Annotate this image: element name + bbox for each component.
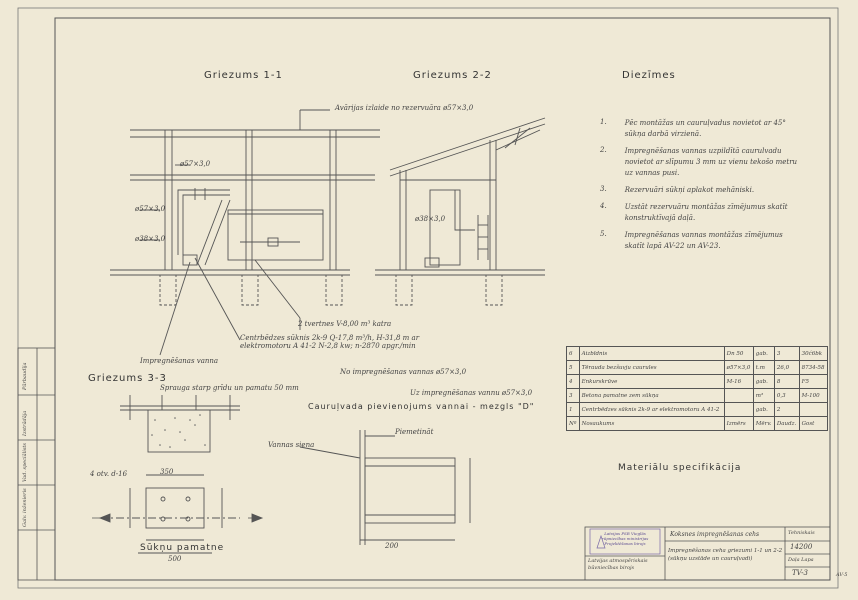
- client-name: Latvijas atmospēriskais būvniecības birojs: [588, 558, 648, 571]
- section-2-2-drawing: [375, 118, 545, 305]
- label-welded: Piemetināt: [395, 428, 434, 436]
- label-to-bath: Uz impregnēšanas vannu ø57×3,0: [410, 389, 533, 397]
- spec-cell-unit: gab.: [753, 347, 774, 361]
- spec-row: [567, 389, 828, 403]
- note-text: Impregnēšanas vannas montāžas zīmējumus skatīt lapā AV-22 un AV-23.: [624, 231, 783, 250]
- note-text: Impregnēšanas vannas uzpildītā caurulvadu novietot ar slīpumu 3 mm uz vienu tekošo metru uz vannas pusi.: [624, 147, 798, 177]
- spec-cell-no: 5: [567, 361, 580, 375]
- legend-title: Diezīmes: [622, 70, 676, 81]
- corner-mark: AV-5: [836, 572, 848, 578]
- spec-cell-unit: m³: [753, 389, 774, 403]
- spec-table: [566, 346, 828, 431]
- spec-cell-mark: ø57×3,0: [724, 361, 753, 375]
- section-2-2-title: Griezums 2-2: [413, 70, 492, 81]
- spec-table-body: [567, 347, 828, 431]
- spec-cell-name: Nosaukums: [579, 417, 724, 431]
- spec-cell-unit: gab.: [753, 403, 774, 417]
- note-item: [600, 202, 800, 224]
- pump-base-drawing: [100, 475, 262, 553]
- sheet-label: Daļa Lapa: [788, 557, 814, 563]
- project-number: 14200: [790, 543, 813, 551]
- note-number: 4.: [600, 202, 607, 210]
- spec-cell-mark: [724, 389, 753, 403]
- notes-list: [600, 118, 800, 258]
- spec-row: [567, 375, 828, 389]
- spec-row: [567, 347, 828, 361]
- outer-border: [18, 8, 838, 588]
- note-text: Rezervuāri sūkņi aplakot mehāniski.: [624, 186, 755, 194]
- stage: Tehniskais: [788, 530, 815, 536]
- spec-cell-mark: M-16: [724, 375, 753, 389]
- spec-cell-name: Centrbēdzes sūknis 2k-9 ar elektromotoru A 41-2: [579, 403, 724, 417]
- spec-cell-qty: Daudz.: [774, 417, 799, 431]
- note-number: 2.: [600, 146, 607, 154]
- spec-cell-name: Betona pamatne zem sūkņa: [579, 389, 724, 403]
- node-d-title: Cauruļvada pievienojums vannai - mezgls "D": [308, 402, 535, 411]
- spec-cell-note: 8734-58: [799, 361, 827, 375]
- note-item: [600, 185, 800, 196]
- dim-500: 500: [168, 555, 182, 563]
- spec-cell-no: 6: [567, 347, 580, 361]
- spec-row: [567, 417, 828, 431]
- spec-cell-unit: t.m: [753, 361, 774, 375]
- spec-cell-no: Nº: [567, 417, 580, 431]
- label-d57-b: ø57×3,0: [135, 205, 166, 213]
- inner-border: [55, 18, 830, 580]
- spec-cell-name: Tērauda bezšuvju caurules: [579, 361, 724, 375]
- dim-350: 350: [160, 468, 174, 476]
- stamp-org: Latvijas PSR Vieglās rūpniecības ministrijas Projektēšanas birojs: [601, 531, 649, 546]
- label-d57-a: ø57×3,0: [180, 160, 211, 168]
- note-number: 3.: [600, 185, 607, 193]
- spec-cell-no: 1: [567, 403, 580, 417]
- sheet-number: TV-3: [792, 569, 808, 577]
- section-3-3-title: Griezums 3-3: [88, 373, 167, 384]
- label-pump: Centrbēdzes sūknis 2k-9 Q-17,8 m³/h, H-31,8 m ar elektromotoru A 41-2 N-2,8 kw; n-2870 apgr./min: [240, 334, 420, 350]
- label-gap: Sprauga starp grīdu un pamatu 50 mm: [160, 384, 299, 392]
- label-tanks: 2 tvertnes V-8,00 m³ katra: [298, 320, 392, 328]
- spec-cell-qty: 2: [774, 403, 799, 417]
- spec-cell-qty: 8: [774, 375, 799, 389]
- spec-title: Materiālu specifikācija: [618, 463, 742, 473]
- side-row: Galv. inženieris: [22, 488, 28, 527]
- label-d38-b: ø38×3,0: [415, 215, 446, 223]
- section-3-3-drawing: [120, 395, 240, 452]
- spec-cell-unit: Mērv.: [753, 417, 774, 431]
- label-d38: ø38×3,0: [135, 235, 166, 243]
- spec-cell-note: 30ć6bk: [799, 347, 827, 361]
- spec-cell-no: 3: [567, 389, 580, 403]
- spec-cell-name: Aizbīdnis: [579, 347, 724, 361]
- label-bath: Impregnēšanas vanna: [140, 357, 219, 365]
- sheet-title: Impregnēšanas ceha griezumi 1-1 un 2-2 (sūkņu uzstāde un cauruļvadi): [668, 548, 783, 562]
- spec-cell-qty: 26,0: [774, 361, 799, 375]
- note-item: [600, 118, 800, 140]
- label-from-bath: No impregnēšanas vannas ø57×3,0: [340, 368, 467, 376]
- note-text: Pēc montāžas un cauruļvadus novietot ar 45° sūkņa darbā virzienā.: [624, 119, 786, 138]
- spec-row: [567, 361, 828, 375]
- spec-cell-mark: [724, 403, 753, 417]
- section-1-1-drawing: [110, 110, 380, 355]
- label-emergency: Avārijas izlaide no rezervuāra ø57×3,0: [335, 104, 474, 112]
- spec-cell-name: Enkurskrūve: [579, 375, 724, 389]
- node-d-drawing: [300, 430, 470, 545]
- note-item: [600, 230, 800, 252]
- spec-cell-no: 4: [567, 375, 580, 389]
- concrete-hatch: [151, 414, 206, 448]
- spec-cell-note: M-100: [799, 389, 827, 403]
- side-row: Vad. speciālists: [22, 443, 28, 482]
- spec-cell-unit: gab.: [753, 375, 774, 389]
- dim-200: 200: [385, 542, 399, 550]
- spec-cell-qty: 3: [774, 347, 799, 361]
- spec-cell-note: F5: [799, 375, 827, 389]
- spec-row: [567, 403, 828, 417]
- section-1-1-title: Griezums 1-1: [204, 70, 283, 81]
- spec-cell-mark: Dn 50: [724, 347, 753, 361]
- spec-cell-note: [799, 403, 827, 417]
- spec-cell-mark: Izmērs: [724, 417, 753, 431]
- note-item: [600, 146, 800, 179]
- label-bath-wall: Vannas siena: [268, 441, 315, 449]
- side-row: Pārbaudīja: [22, 362, 28, 390]
- side-row: Izstrādāja: [22, 410, 28, 436]
- pump-base-title: Sūkņu pamatne: [140, 543, 225, 553]
- project-name: Koksnes impregnēšanas cehs: [670, 531, 760, 538]
- note-number: 1.: [600, 118, 607, 126]
- note-text: Uzstāt rezervuāru montāžas zīmējumus skatīt konstruktīvajā daļā.: [624, 203, 788, 222]
- note-number: 5.: [600, 230, 607, 238]
- spec-cell-note: Gost: [799, 417, 827, 431]
- dim-holes: 4 otv. d-16: [90, 470, 128, 478]
- spec-cell-qty: 0,3: [774, 389, 799, 403]
